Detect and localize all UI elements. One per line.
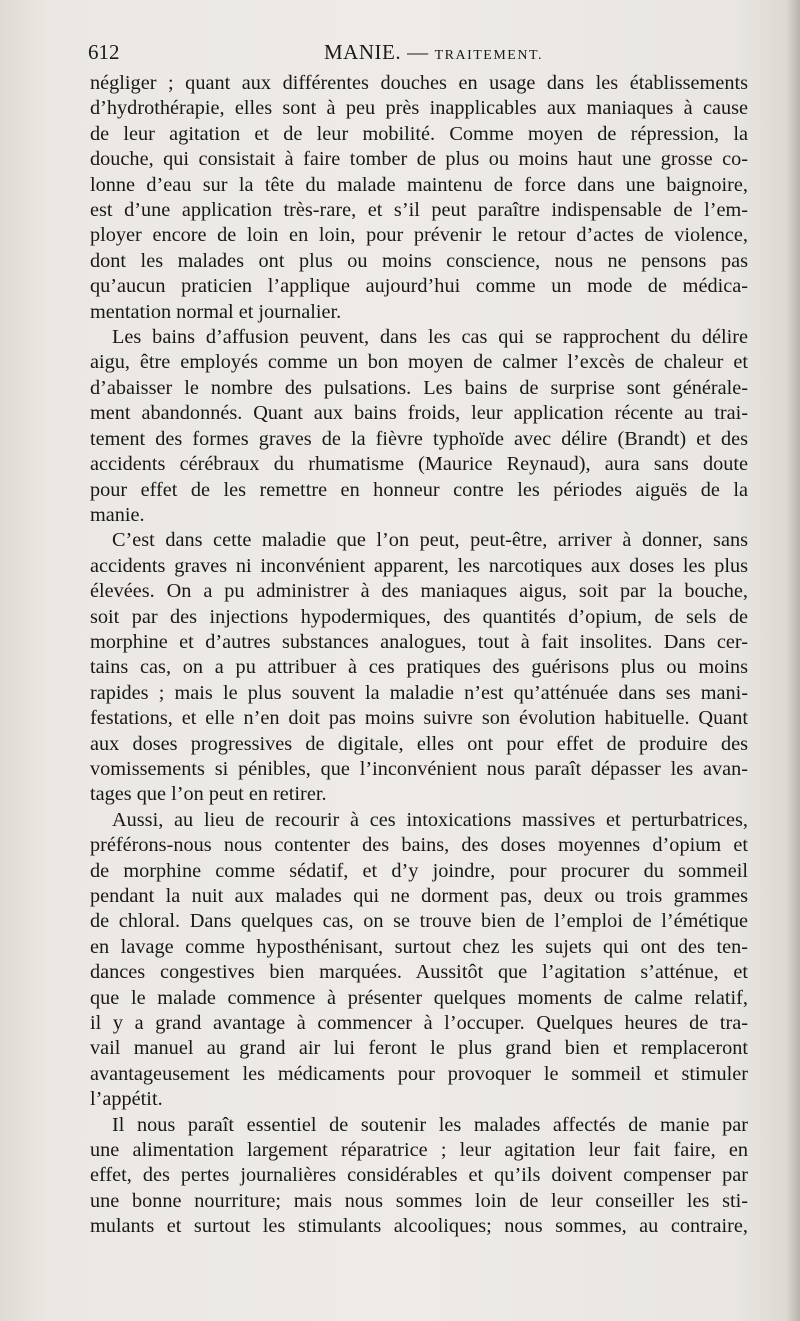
- text-line: soit par des injections hypodermiques, des quantités d’opium, de sels de: [90, 605, 748, 628]
- running-title: [324, 40, 543, 65]
- text-line: que le malade commence à présenter quelques moments de calme relatif,: [90, 986, 748, 1009]
- section-subtitle: TRAITEMENT.: [434, 48, 543, 63]
- chapter-title: MANIE.: [324, 40, 402, 64]
- paragraph-4: [90, 808, 748, 1113]
- text-line: rapides ; mais le plus souvent la maladie n’est qu’atténuée dans ses mani-: [90, 681, 748, 704]
- text-line: de leur agitation et de leur mobilité. Comme moyen de répression, la: [90, 122, 748, 145]
- text-line: préférons-nous nous contenter des bains, des doses moyennes d’opium et: [90, 834, 748, 857]
- running-header: [88, 40, 748, 70]
- text-line: l’appétit.: [90, 1088, 163, 1111]
- paragraph-5: [90, 1113, 748, 1240]
- text-line: tains cas, on a pu attribuer à ces pratiques des guérisons plus ou moins: [90, 656, 748, 679]
- text-line: mentation normal et journalier.: [90, 300, 342, 323]
- text-line: tement des formes graves de la fièvre typhoïde avec délire (Brandt) et des: [90, 427, 748, 450]
- text-line: aigu, être employés comme un bon moyen de calmer l’excès de chaleur et: [90, 351, 748, 374]
- text-line: manie.: [90, 503, 145, 526]
- text-line: aux doses progressives de digitale, elles ont pour effet de produire des: [90, 732, 748, 755]
- text-line: douche, qui consistait à faire tomber de plus ou moins haut une grosse co-: [90, 148, 748, 171]
- text-line: accidents graves ni inconvénient apparent, les narcotiques aux doses les plus: [90, 554, 748, 577]
- paragraph-3: [90, 528, 748, 807]
- text-line: dont les malades ont plus ou moins conscience, nous ne pensons pas: [90, 249, 748, 272]
- paragraph-2: [90, 325, 748, 528]
- text-line: Il nous paraît essentiel de soutenir les malades affectés de manie par: [112, 1113, 748, 1136]
- text-line: morphine et d’autres substances analogues, tout à fait insolites. Dans cer-: [90, 630, 748, 653]
- text-line: C’est dans cette maladie que l’on peut, peut-être, arriver à donner, sans: [112, 529, 748, 552]
- page-number: 612: [88, 40, 120, 64]
- text-line: qu’aucun praticien l’applique aujourd’hui comme un mode de médica-: [90, 275, 748, 298]
- text-line: vomissements si pénibles, que l’inconvénient nous paraît dépasser les avan-: [90, 757, 748, 780]
- text-line: d’abaisser le nombre des pulsations. Les bains de surprise sont générale-: [90, 376, 748, 399]
- text-line: tages que l’on peut en retirer.: [90, 783, 327, 806]
- text-line: une alimentation largement réparatrice ; leur agitation leur fait faire, en: [90, 1139, 748, 1162]
- text-line: d’hydrothérapie, elles sont à peu près inapplicables aux maniaques à cause: [90, 97, 748, 120]
- text-line: négliger ; quant aux différentes douches en usage dans les établissements: [90, 72, 748, 94]
- paragraph-1: [90, 71, 748, 325]
- text-line: il y a grand avantage à commencer à l’occuper. Quelques heures de tra-: [90, 1012, 748, 1035]
- text-line: de chloral. Dans quelques cas, on se trouve bien de l’emploi de l’émétique: [90, 910, 748, 933]
- text-line: avantageusement les médicaments pour provoquer le sommeil et stimuler: [90, 1062, 748, 1085]
- text-line: Les bains d’affusion peuvent, dans les cas qui se rapprochent du délire: [112, 326, 748, 349]
- text-line: en lavage comme hyposthénisant, surtout chez les sujets qui ont des ten-: [90, 935, 748, 958]
- text-line: accidents cérébraux du rhumatisme (Maurice Reynaud), aura sans doute: [90, 453, 748, 476]
- text-line: est d’une application très-rare, et s’il peut paraître indispensable de l’em-: [90, 199, 748, 222]
- text-line: ment abandonnés. Quant aux bains froids, leur application récente au trai-: [90, 402, 748, 425]
- text-line: pour effet de les remettre en honneur contre les périodes aiguës de la: [90, 478, 748, 501]
- text-line: pendant la nuit aux malades qui ne dorment pas, deux ou trois grammes: [90, 885, 748, 907]
- text-line: ployer encore de loin en loin, pour prévenir le retour d’actes de violence,: [90, 224, 748, 247]
- text-line: effet, des pertes journalières considérables et qu’ils doivent compenser par: [90, 1164, 748, 1187]
- title-separator: —: [407, 40, 429, 64]
- text-line: Aussi, au lieu de recourir à ces intoxications massives et perturbatrices,: [112, 808, 748, 831]
- body-text: [90, 71, 748, 1240]
- text-line: dances congestives bien marquées. Aussitôt que l’agitation s’atténue, et: [90, 961, 748, 984]
- text-line: lonne d’eau sur la tête du malade maintenu de force dans une baignoire,: [90, 173, 748, 196]
- text-line: mulants et surtout les stimulants alcooliques; nous sommes, au contraire,: [90, 1215, 748, 1238]
- text-line: une bonne nourriture; mais nous sommes loin de leur conseiller les sti-: [90, 1189, 748, 1212]
- text-line: élevées. On a pu administrer à des maniaques aigus, soit par la bouche,: [90, 580, 748, 603]
- text-line: de morphine comme sédatif, et d’y joindre, pour procurer du sommeil: [90, 859, 748, 882]
- text-line: festations, et elle n’en doit pas moins suivre son évolution habituelle. Quant: [90, 707, 748, 730]
- text-line: vail manuel au grand air lui feront le plus grand bien et remplaceront: [90, 1037, 748, 1060]
